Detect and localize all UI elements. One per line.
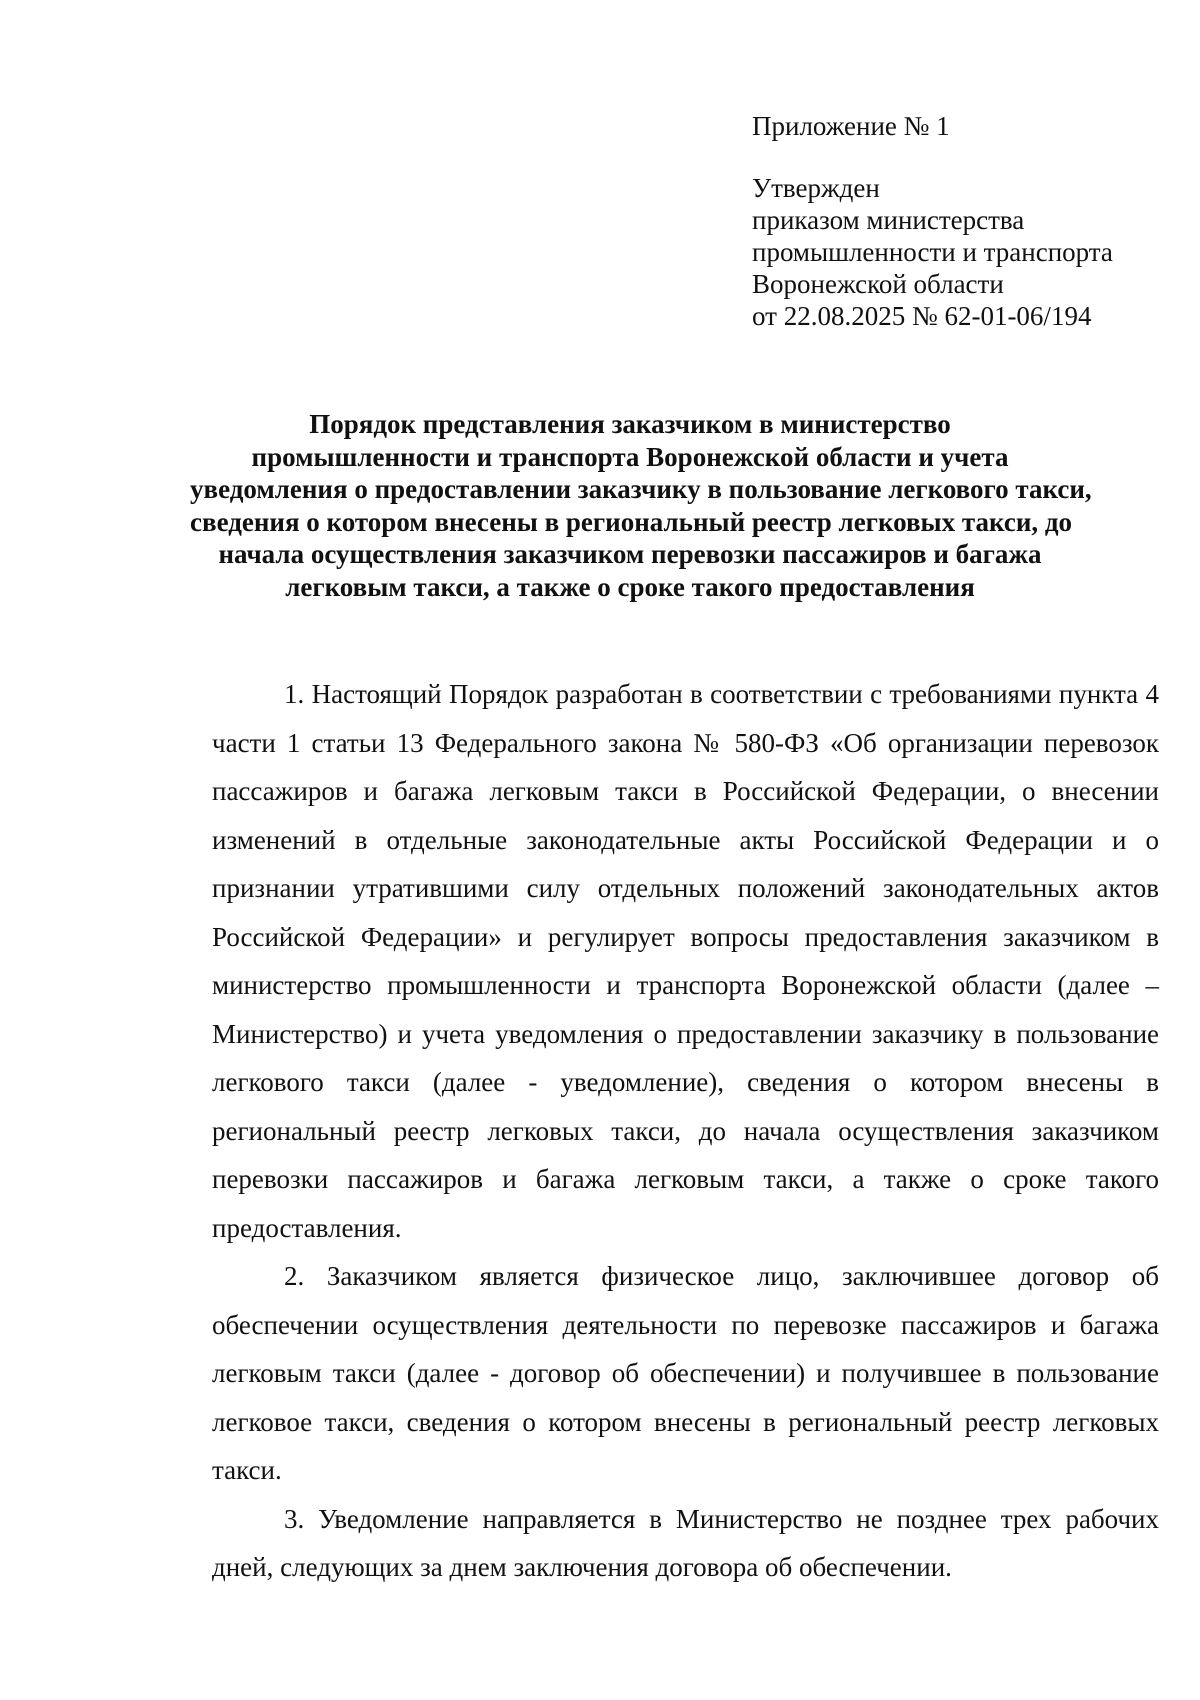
title-line: легковым такси, а также о сроке такого предоставления: [285, 571, 975, 602]
approval-order-line-1: приказом министерства: [752, 205, 1025, 235]
document-title: [190, 408, 1092, 603]
appendix-block: [752, 110, 1172, 332]
approval-order-line-3: Воронежской области: [752, 269, 1004, 299]
paragraph-1: 1. Настоящий Порядок разработан в соответствии с требованиями пункта 4 части 1 статьи 13 Федерального закона № 580-ФЗ «Об организации перевозок пассажиров и багажа легковым такси в Российской Федерации, о внесении изменений в отдельные законодательные акты Российской Федерации и о признании утратившими силу отдельных положений законодательных актов Российской Федерации» и регулирует вопросы предоставления заказчиком в министерство промышленности и транспорта Воронежской области (далее – Министерство) и учета уведомления о предоставлении заказчику в пользование легкового такси (далее - уведомление), сведения о котором внесены в региональный реестр легковых такси, до начала осуществления заказчиком перевозки пассажиров и багажа легковым такси, а также о сроке такого предоставления.: [212, 679, 1159, 1243]
approval-label: Утвержден: [752, 173, 880, 203]
title-line: промышленности и транспорта Воронежской области и учета: [251, 441, 1009, 472]
paragraph-2: 2. Заказчиком является физическое лицо, заключившее договор об обеспечении осуществления деятельности по перевозке пассажиров и багажа легковым такси (далее - договор об обеспечении) и получившее в пользование легковое такси, сведения о котором внесены в региональный реестр легковых такси.: [212, 1261, 1159, 1485]
title-line: Порядок представления заказчиком в министерство: [309, 409, 951, 439]
appendix-label: Приложение № 1: [752, 111, 950, 141]
title-line: уведомления о предоставлении заказчику в пользование легкового такси,: [190, 474, 1092, 504]
approval-order-date-number: от 22.08.2025 № 62-01-06/194: [752, 301, 1092, 331]
document-body: [212, 670, 1159, 1592]
paragraph-3: 3. Уведомление направляется в Министерство не позднее трех рабочих дней, следующих за днем заключения договора об обеспечении.: [212, 1503, 1159, 1582]
title-line: сведения о котором внесены в региональный реестр легковых такси, до: [190, 506, 1073, 537]
approval-order-line-2: промышленности и транспорта: [752, 237, 1113, 267]
title-line: начала осуществления заказчиком перевозки пассажиров и багажа: [218, 539, 1042, 569]
appendix-spacer: [752, 142, 1172, 172]
